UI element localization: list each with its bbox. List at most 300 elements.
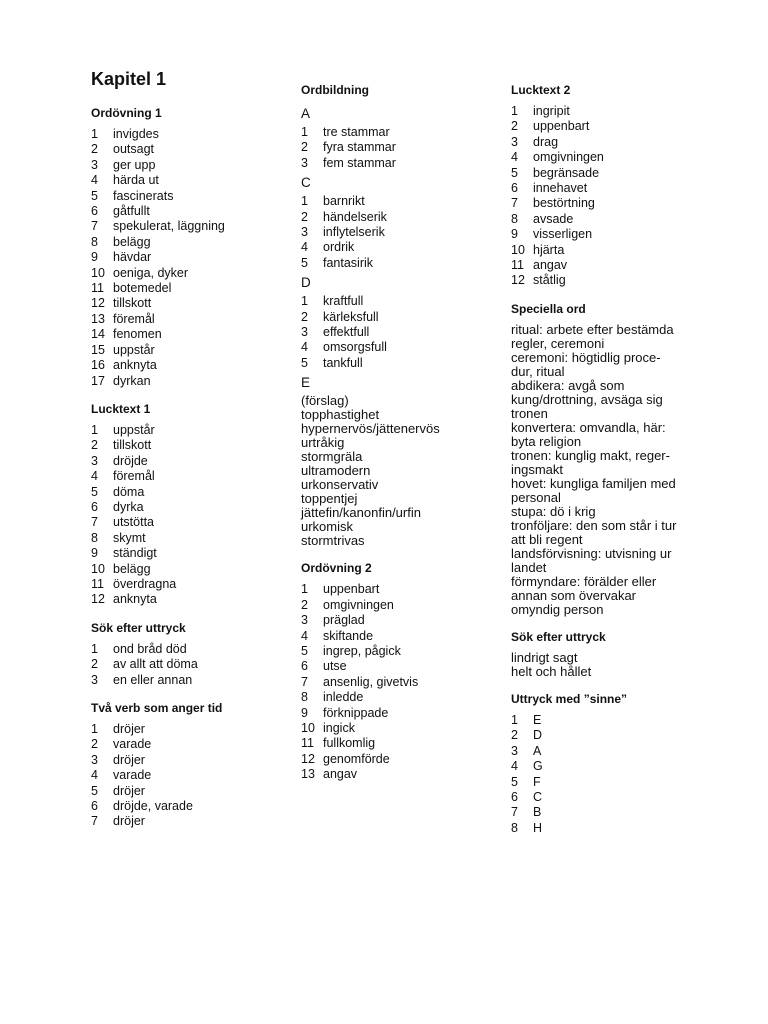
answer-lines	[301, 394, 501, 548]
item-text: uppstår	[113, 342, 155, 357]
item-number: 4	[91, 768, 98, 783]
text-line: regler, ceremoni	[511, 335, 605, 351]
item-text: A	[533, 743, 542, 758]
item-number: 1	[301, 582, 308, 597]
list-item	[91, 737, 286, 752]
list-item	[511, 227, 711, 242]
item-text: dröjer	[113, 814, 145, 829]
item-text: hjärta	[533, 242, 565, 257]
item-number: 8	[511, 820, 518, 835]
item-text: belägg	[113, 234, 151, 249]
item-text: F	[533, 774, 541, 789]
item-text: anknyta	[113, 592, 157, 607]
text-line: urtråkig	[301, 435, 345, 451]
text-line: förmyndare: förälder eller	[511, 573, 657, 589]
list-item	[91, 189, 286, 204]
list-item	[91, 327, 286, 342]
item-number: 3	[511, 134, 518, 149]
column-2	[301, 83, 501, 796]
answer-list	[91, 642, 286, 688]
list-item	[91, 454, 286, 469]
item-number: 4	[301, 340, 308, 355]
item-number: 3	[301, 325, 308, 340]
item-number: 4	[511, 150, 518, 165]
item-text: fantasirik	[323, 255, 374, 270]
list-item	[511, 775, 711, 790]
section-tva-verb	[91, 701, 286, 830]
item-text: dröjer	[113, 722, 145, 736]
item-text: gåtfullt	[113, 204, 150, 219]
item-text: bestörtning	[533, 196, 595, 211]
list-item	[91, 127, 286, 142]
text-line: stupa: dö i krig	[511, 503, 596, 519]
list-item	[511, 119, 711, 134]
list-item	[301, 644, 501, 659]
list-item	[301, 721, 501, 736]
answer-list	[511, 713, 711, 836]
item-text: botemedel	[113, 281, 172, 296]
text-line: ultramodern	[301, 463, 371, 479]
item-text: D	[533, 728, 543, 743]
item-text: C	[533, 789, 543, 804]
list-item	[511, 135, 711, 150]
section-ordovning-2	[301, 561, 501, 782]
item-number: 5	[301, 355, 308, 370]
subsection-label-a: A	[301, 106, 311, 121]
section-title: Sök efter uttryck	[511, 629, 606, 644]
list-item	[301, 294, 501, 309]
text-line: landet	[511, 559, 547, 575]
column-3	[511, 83, 711, 849]
item-number: 8	[91, 234, 98, 249]
item-number: 3	[91, 752, 98, 767]
section-uttryck-med-sinne	[511, 692, 711, 836]
list-item	[511, 790, 711, 805]
item-text: utse	[323, 659, 347, 674]
section-title: Speciella ord	[511, 301, 586, 316]
list-item	[301, 613, 501, 628]
answer-list	[511, 104, 711, 289]
list-item	[511, 212, 711, 227]
item-text: ständigt	[113, 546, 157, 561]
item-number: 5	[91, 484, 98, 499]
item-number: 3	[301, 613, 308, 628]
item-text: tillskott	[113, 296, 152, 311]
text-line: kung/drottning, avsäga sig	[511, 391, 663, 407]
list-item	[91, 358, 286, 373]
item-text: omgivningen	[533, 150, 604, 165]
text-line: helt och hållet	[511, 663, 592, 679]
item-number: 2	[301, 140, 308, 155]
item-text: dyrka	[113, 499, 144, 514]
item-text: överdragna	[113, 576, 177, 591]
item-number: 2	[301, 597, 308, 612]
item-text: präglad	[323, 613, 365, 628]
item-text: varade	[113, 768, 152, 783]
item-text: uppstår	[113, 422, 155, 437]
answer-lines	[511, 651, 711, 679]
section-title: Uttryck med ”sinne”	[511, 691, 628, 706]
item-number: 5	[91, 188, 98, 203]
list-item	[91, 562, 286, 577]
item-number: 6	[511, 789, 518, 804]
item-text: händelserik	[323, 209, 387, 224]
answer-list	[301, 194, 501, 271]
text-line: omyndig person	[511, 601, 604, 617]
text-line: stormgräla	[301, 449, 363, 465]
item-text: tillskott	[113, 438, 152, 453]
item-number: 1	[301, 194, 308, 209]
item-text: omgivningen	[323, 597, 394, 612]
item-text: ståtlig	[533, 273, 566, 288]
item-number: 3	[91, 453, 98, 468]
text-line: toppentjej	[301, 491, 358, 507]
item-text: kärleksfull	[323, 309, 379, 324]
item-number: 13	[91, 311, 105, 326]
item-text: omsorgsfull	[323, 340, 387, 355]
item-text: ond bråd död	[113, 641, 187, 656]
item-number: 8	[511, 211, 518, 226]
item-number: 11	[91, 281, 104, 296]
item-number: 1	[91, 641, 98, 656]
list-item	[301, 140, 501, 155]
item-text: inledde	[323, 690, 364, 705]
list-item	[301, 629, 501, 644]
item-number: 11	[91, 576, 104, 591]
item-text: skymt	[113, 530, 146, 545]
list-item	[301, 706, 501, 721]
item-text: uppenbart	[533, 119, 590, 134]
text-line: lindrigt sagt	[511, 649, 578, 665]
section-lucktext-2	[511, 83, 711, 289]
text-line: jättefin/kanonfin/urfin	[301, 505, 421, 521]
item-number: 10	[301, 720, 315, 735]
item-text: effektfull	[323, 325, 370, 340]
list-item	[91, 469, 286, 484]
list-item	[301, 675, 501, 690]
item-number: 17	[91, 373, 105, 388]
list-item	[91, 204, 286, 219]
list-item	[301, 598, 501, 613]
text-line: tronen	[511, 405, 548, 421]
item-number: 7	[511, 805, 518, 820]
item-number: 10	[511, 242, 525, 257]
list-item	[301, 310, 501, 325]
column-1	[91, 68, 286, 843]
item-text: fascinerats	[113, 188, 174, 203]
item-number: 1	[511, 712, 518, 727]
item-text: föremål	[113, 311, 155, 326]
text-line: ingsmakt	[511, 461, 564, 477]
list-item	[91, 250, 286, 265]
item-number: 1	[91, 422, 98, 437]
item-number: 8	[91, 530, 98, 545]
item-text: tre stammar	[323, 125, 390, 139]
text-line: att bli regent	[511, 531, 583, 547]
item-number: 6	[91, 799, 98, 814]
item-number: 10	[91, 265, 105, 280]
list-item	[301, 325, 501, 340]
item-number: 5	[511, 165, 518, 180]
item-text: kraftfull	[323, 294, 364, 309]
item-text: ingick	[323, 720, 355, 735]
item-text: genomförde	[323, 751, 390, 766]
item-number: 5	[301, 643, 308, 658]
list-item	[511, 759, 711, 774]
text-line: urkomisk	[301, 519, 354, 535]
list-item	[301, 736, 501, 751]
chapter-title: Kapitel 1	[91, 69, 167, 89]
section-sok-efter-uttryck	[91, 621, 286, 688]
subsection-label-d: D	[301, 275, 311, 291]
item-number: 1	[301, 125, 308, 139]
list-item	[91, 657, 286, 672]
answer-list	[91, 423, 286, 608]
item-number: 13	[301, 767, 315, 782]
item-number: 2	[301, 209, 308, 224]
list-item	[511, 181, 711, 196]
item-text: av allt att döma	[113, 657, 198, 672]
section-speciella-ord	[511, 302, 711, 617]
section-lucktext-1	[91, 402, 286, 608]
section-title: Lucktext 1	[91, 401, 151, 416]
list-item	[511, 150, 711, 165]
item-text: dyrkan	[113, 373, 151, 388]
text-line: konvertera: omvandla, här:	[511, 419, 666, 435]
list-item	[301, 256, 501, 271]
section-ordbildning	[301, 83, 501, 548]
list-item	[301, 752, 501, 767]
item-text: spekulerat, läggning	[113, 219, 225, 234]
list-item	[91, 374, 286, 389]
list-item	[301, 356, 501, 371]
item-number: 9	[91, 250, 98, 265]
item-text: ingripit	[533, 104, 570, 118]
list-item	[91, 423, 286, 438]
list-item	[301, 582, 501, 597]
item-number: 14	[91, 327, 105, 342]
item-text: fem stammar	[323, 155, 396, 170]
item-number: 6	[91, 499, 98, 514]
item-text: drag	[533, 134, 559, 149]
list-item	[91, 438, 286, 453]
item-number: 3	[91, 672, 98, 687]
item-number: 6	[511, 181, 518, 196]
text-line: topphastighet	[301, 407, 380, 423]
list-item	[511, 166, 711, 181]
text-line: urkonservativ	[301, 477, 379, 493]
item-text: begränsade	[533, 165, 600, 180]
item-text: utstötta	[113, 515, 154, 530]
item-text: avsade	[533, 211, 574, 226]
item-number: 2	[511, 728, 518, 743]
list-item	[301, 340, 501, 355]
section-title: Ordövning 1	[91, 106, 162, 120]
item-text: ansenlig, givetvis	[323, 674, 419, 689]
list-item	[91, 673, 286, 688]
item-text: angav	[533, 258, 568, 273]
item-text: härda ut	[113, 173, 159, 188]
item-number: 7	[91, 219, 98, 234]
item-text: hävdar	[113, 250, 152, 265]
item-text: G	[533, 759, 543, 774]
list-item	[91, 784, 286, 799]
text-line: abdikera: avgå som	[511, 377, 625, 393]
item-text: skiftande	[323, 628, 374, 643]
item-number: 5	[511, 774, 518, 789]
text-line: tronen: kunglig makt, reger-	[511, 447, 670, 463]
item-number: 12	[91, 592, 105, 607]
text-line: annan som övervakar	[511, 587, 637, 603]
item-text: outsagt	[113, 142, 155, 157]
list-item	[91, 814, 286, 829]
item-number: 6	[91, 204, 98, 219]
item-text: dröjer	[113, 783, 145, 798]
text-line: dur, ritual	[511, 363, 565, 379]
list-item	[91, 219, 286, 234]
list-item	[301, 194, 501, 209]
list-item	[301, 767, 501, 782]
text-line: hypernervös/jättenervös	[301, 421, 440, 437]
item-number: 3	[301, 155, 308, 170]
item-text: uppenbart	[323, 582, 380, 597]
list-item	[301, 240, 501, 255]
item-text: E	[533, 712, 542, 727]
list-item	[91, 577, 286, 592]
subsection-label-e: E	[301, 375, 311, 391]
item-number: 2	[301, 309, 308, 324]
item-text: angav	[323, 767, 358, 782]
item-number: 1	[301, 294, 308, 309]
item-number: 2	[91, 737, 98, 752]
section-ordovning-1	[91, 106, 286, 389]
item-text: H	[533, 820, 543, 835]
list-item	[301, 690, 501, 705]
text-line: ceremoni: högtidlig proce-	[511, 349, 661, 365]
item-number: 12	[91, 296, 105, 311]
item-text: en eller annan	[113, 672, 193, 687]
list-item	[91, 753, 286, 768]
item-number: 7	[91, 515, 98, 530]
list-item	[511, 805, 711, 820]
text-line: landsförvisning: utvisning ur	[511, 545, 672, 561]
item-number: 12	[301, 751, 315, 766]
item-number: 7	[511, 196, 518, 211]
item-number: 4	[91, 173, 98, 188]
item-text: ordrik	[323, 240, 355, 255]
item-text: fenomen	[113, 327, 162, 342]
text-line: (förslag)	[301, 393, 349, 409]
item-number: 9	[511, 227, 518, 242]
list-item	[301, 125, 501, 140]
subsection-label-c: C	[301, 175, 311, 191]
item-number: 4	[301, 628, 308, 643]
answer-list	[91, 722, 286, 830]
item-text: inflytelserik	[323, 225, 385, 240]
item-text: fyra stammar	[323, 140, 396, 155]
section-title: Ordbildning	[301, 83, 369, 97]
list-item	[511, 104, 711, 119]
list-item	[91, 546, 286, 561]
item-text: förknippade	[323, 705, 389, 720]
section-sok-efter-uttryck-2	[511, 630, 711, 679]
section-title: Två verb som anger tid	[91, 701, 223, 715]
item-number: 11	[511, 258, 524, 273]
list-item	[91, 485, 286, 500]
list-item	[91, 281, 286, 296]
item-text: innehavet	[533, 181, 588, 196]
item-number: 7	[301, 674, 308, 689]
item-number: 1	[511, 104, 518, 118]
list-item	[91, 158, 286, 173]
list-item	[91, 642, 286, 657]
list-item	[91, 768, 286, 783]
list-item	[511, 821, 711, 836]
item-number: 5	[301, 255, 308, 270]
list-item	[91, 173, 286, 188]
section-title: Lucktext 2	[511, 83, 571, 97]
section-title: Sök efter uttryck	[91, 620, 186, 635]
item-number: 4	[511, 759, 518, 774]
item-text: invigdes	[113, 127, 159, 141]
item-number: 11	[301, 736, 314, 751]
list-item	[91, 266, 286, 281]
item-number: 2	[91, 438, 98, 453]
item-number: 9	[91, 546, 98, 561]
item-text: tankfull	[323, 355, 363, 370]
list-item	[91, 515, 286, 530]
list-item	[91, 312, 286, 327]
list-item	[91, 799, 286, 814]
item-text: föremål	[113, 469, 155, 484]
item-number: 5	[91, 783, 98, 798]
item-number: 3	[301, 225, 308, 240]
item-text: dröjer	[113, 752, 145, 767]
item-text: ger upp	[113, 157, 156, 172]
list-item	[91, 500, 286, 515]
item-text: anknyta	[113, 358, 157, 373]
item-number: 12	[511, 273, 525, 288]
text-line: stormtrivas	[301, 533, 365, 549]
list-item	[511, 744, 711, 759]
text-line: hovet: kungliga familjen med	[511, 475, 676, 491]
list-item	[301, 225, 501, 240]
item-text: visserligen	[533, 227, 593, 242]
item-text: fullkomlig	[323, 736, 376, 751]
list-item	[511, 713, 711, 728]
item-text: dröjde	[113, 453, 148, 468]
item-text: döma	[113, 484, 145, 499]
list-item	[91, 531, 286, 546]
list-item	[511, 273, 711, 288]
definition-lines	[511, 323, 711, 617]
item-number: 2	[511, 119, 518, 134]
answer-list	[301, 125, 501, 171]
item-number: 4	[301, 240, 308, 255]
list-item	[91, 296, 286, 311]
item-number: 7	[91, 814, 98, 829]
list-item	[511, 728, 711, 743]
section-title: Ordövning 2	[301, 561, 372, 576]
answer-list	[301, 582, 501, 782]
item-number: 1	[91, 722, 98, 736]
text-line: tronföljare: den som står i tur	[511, 517, 677, 533]
text-line: personal	[511, 489, 561, 505]
item-number: 1	[91, 127, 98, 141]
item-text: belägg	[113, 561, 151, 576]
list-item	[511, 243, 711, 258]
item-number: 3	[91, 157, 98, 172]
